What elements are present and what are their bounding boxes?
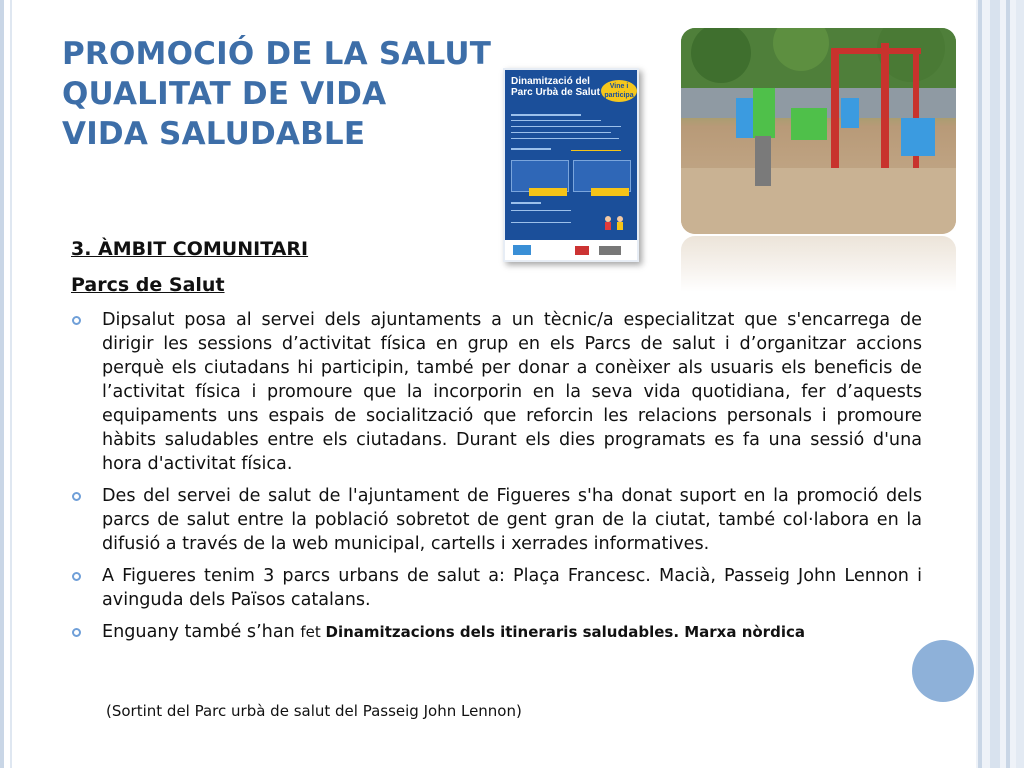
list-item-text: Dipsalut posa al servei dels ajuntaments a un tècnic/a especialitzat que s'encarrega de dirigir les sessions d’activitat física en grup en els Parcs de salut i d’organitzar accions perquè els ciutadans hi participin, també per donar a conèixer als usuaris els beneficis de l’activitat física i promoure que la incorporin en la seva vida quotidiana, fer d’aquests equipaments uns espais de socialització que reforcin les relacions personals i promoure hàbits saludables entre els ciutadans. Durant els dies programats es fa una sessió d'una hora d'activitat física. <box>102 310 922 474</box>
bullet-marker-icon <box>72 492 81 501</box>
bullet-marker-icon <box>72 628 81 637</box>
list-item-text-small: fet <box>300 623 326 641</box>
bullet-marker-icon <box>72 572 81 581</box>
photo-reflection <box>681 236 956 292</box>
sub-heading: Parcs de Salut <box>71 274 225 296</box>
list-item <box>70 620 922 644</box>
poster-image <box>503 68 639 262</box>
list-item-text: Enguany també s’han <box>102 622 301 642</box>
bullet-marker-icon <box>72 316 81 325</box>
section-heading: 3. ÀMBIT COMUNITARI <box>71 238 309 260</box>
list-item <box>70 484 922 556</box>
kids-illustration-icon <box>599 214 629 236</box>
title-line-3: VIDA SALUDABLE <box>62 116 366 152</box>
slide-title <box>62 34 542 154</box>
note-text: (Sortint del Parc urbà de salut del Passeig John Lennon) <box>106 702 522 720</box>
list-item-text-bold: Dinamitzacions dels itineraris saludables. Marxa nòrdica <box>325 623 805 641</box>
bullet-list <box>70 308 922 652</box>
frame-stripe-left-inner <box>10 0 12 768</box>
list-item-text: Des del servei de salut de l'ajuntament de Figueres s'ha donat suport en la promoció dels parcs de salut entre la població sobretot de gent gran de la ciutat, també col·labora en la difusió a través de la web municipal, cartells i xerrades informatives. <box>102 486 922 554</box>
title-line-1: PROMOCIÓ DE LA SALUT <box>62 36 492 72</box>
frame-stripes-right <box>976 0 1024 768</box>
frame-stripe-left <box>0 0 4 768</box>
title-line-2: QUALITAT DE VIDA <box>62 76 387 112</box>
poster-badge: Vine i participa <box>601 80 637 102</box>
list-item <box>70 308 922 476</box>
list-item-text: A Figueres tenim 3 parcs urbans de salut a: Plaça Francesc. Macià, Passeig John Lennon i avinguda dels Països catalans. <box>102 566 922 610</box>
list-item <box>70 564 922 612</box>
poster-title: Dinamització del Parc Urbà de Salut <box>511 76 600 98</box>
park-exercise-photo <box>681 28 956 234</box>
